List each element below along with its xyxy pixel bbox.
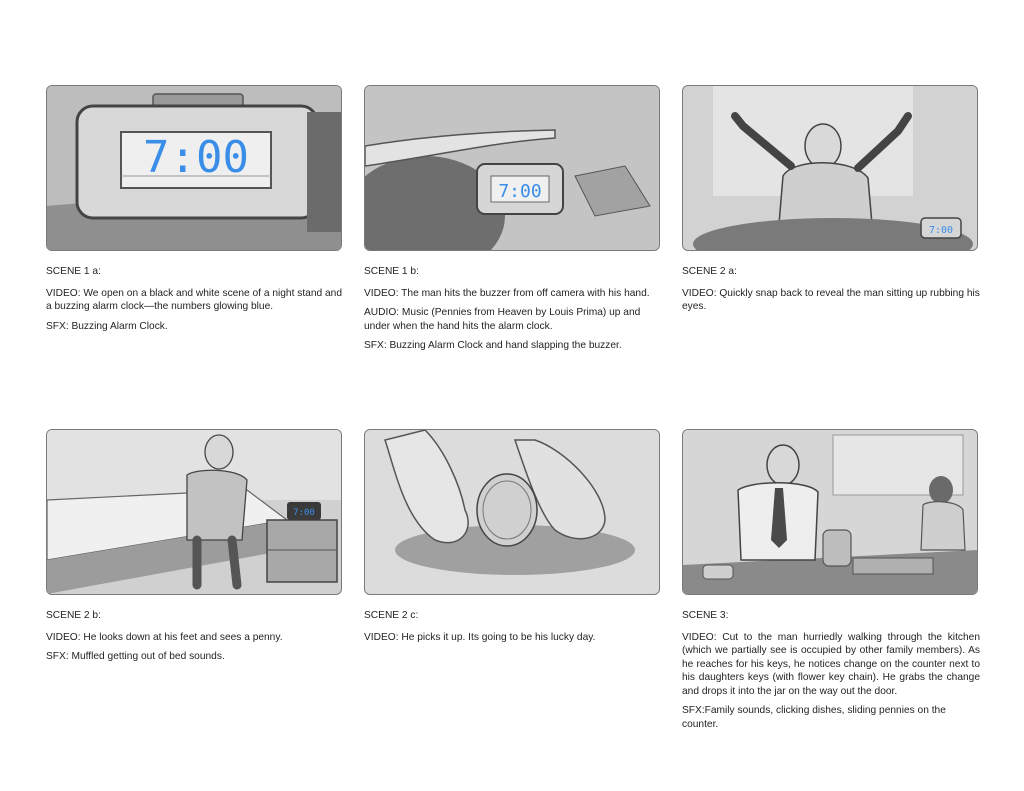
scene-2a-panel bbox=[682, 85, 980, 320]
man-stretching-illustration bbox=[683, 86, 977, 250]
scene-video-text: VIDEO: He looks down at his feet and sees a penny. bbox=[46, 631, 283, 643]
scene-2b-sketch bbox=[46, 429, 342, 595]
scene-1b-panel bbox=[364, 85, 662, 359]
scene-3-sketch bbox=[682, 429, 978, 595]
clock-digits: 7:00 bbox=[928, 225, 954, 236]
clock-digits: 7:00 bbox=[143, 132, 249, 183]
clock-digits: 7:00 bbox=[498, 181, 542, 202]
scene-sfx-text: SFX: Buzzing Alarm Clock and hand slapping the buzzer. bbox=[364, 340, 622, 351]
hand-slapping-clock-illustration bbox=[365, 86, 659, 250]
scene-title: SCENE 3: bbox=[682, 610, 729, 621]
kitchen-scene-illustration bbox=[683, 430, 977, 594]
scene-video-text: VIDEO: He picks it up. Its going to be his lucky day. bbox=[364, 631, 596, 643]
scene-title: SCENE 1 b: bbox=[364, 266, 419, 277]
scene-2a-sketch bbox=[682, 85, 978, 251]
scene-3-panel bbox=[682, 429, 980, 737]
scene-2b-panel bbox=[46, 429, 344, 670]
scene-2c-panel bbox=[364, 429, 662, 650]
scene-sfx-text: SFX:Family sounds, clicking dishes, sliding pennies on the counter. bbox=[682, 705, 946, 730]
man-sitting-on-bed-illustration bbox=[47, 430, 341, 594]
clock-digits: 7:00 bbox=[293, 508, 315, 518]
scene-1a-sketch bbox=[46, 85, 342, 251]
scene-2c-sketch bbox=[364, 429, 660, 595]
scene-title: SCENE 2 a: bbox=[682, 266, 737, 277]
scene-video-text: VIDEO: We open on a black and white scene of a night stand and a buzzing alarm clock—the numbers glowing blue. bbox=[46, 287, 343, 312]
scene-video-text: VIDEO: The man hits the buzzer from off camera with his hand. bbox=[364, 287, 650, 299]
scene-1b-sketch bbox=[364, 85, 660, 251]
alarm-clock-illustration bbox=[47, 86, 341, 250]
scene-1a-panel bbox=[46, 85, 344, 339]
scene-audio-text: AUDIO: Music (Pennies from Heaven by Louis Prima) up and under when the hand hits the alarm clock. bbox=[364, 307, 641, 332]
scene-video-text: VIDEO: Cut to the man hurriedly walking through the kitchen (which we partially see is occupied by other family members). As he reaches for his keys, he notices change on the counter next to his daughters keys (with flower key chain). He grabs the change and drops it into the jar on the way out the door. bbox=[682, 631, 980, 697]
scene-sfx-text: SFX: Buzzing Alarm Clock. bbox=[46, 320, 168, 332]
scene-title: SCENE 2 b: bbox=[46, 610, 101, 621]
scene-title: SCENE 1 a: bbox=[46, 266, 101, 277]
scene-title: SCENE 2 c: bbox=[364, 610, 419, 621]
fingers-holding-penny-illustration bbox=[365, 430, 659, 594]
scene-sfx-text: SFX: Muffled getting out of bed sounds. bbox=[46, 651, 225, 662]
scene-video-text: VIDEO: Quickly snap back to reveal the man sitting up rubbing his eyes. bbox=[682, 287, 980, 312]
